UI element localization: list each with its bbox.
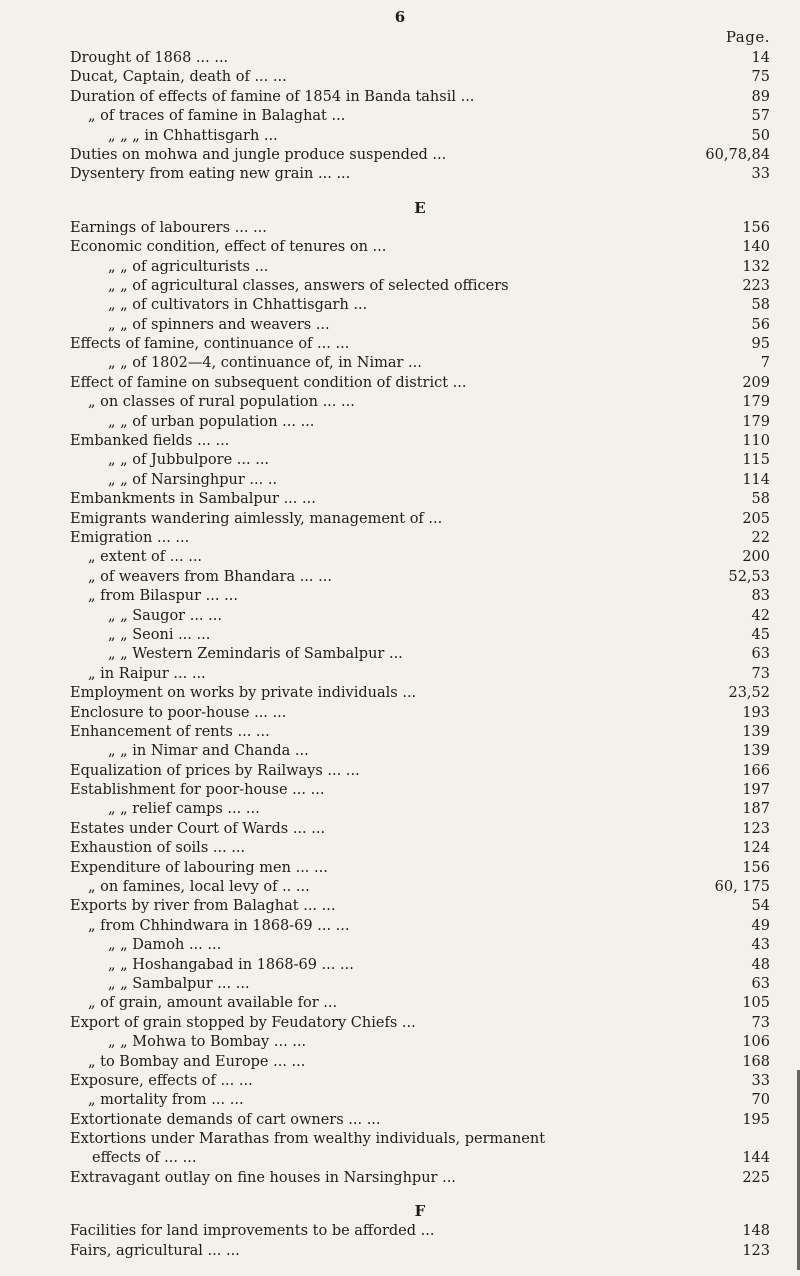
index-entry-text: Dysentery from eating new grain ... ... (70, 166, 351, 183)
index-entry-text: Extortions under Marathas from wealthy individuals, permanent (70, 1131, 546, 1148)
index-entry-text: „ of grain, amount available for ... (88, 995, 338, 1012)
index-entry-text: Fairs, agricultural ... ... (70, 1242, 240, 1259)
index-entry (70, 472, 770, 491)
index-entry (70, 1170, 770, 1189)
index-entry (70, 724, 770, 743)
index-entry (70, 608, 770, 627)
index-entry-text: „ in Raipur ... ... (88, 665, 206, 682)
index-entry-page: 14 (751, 50, 770, 66)
index-entry-text: „ „ Sambalpur ... ... (108, 975, 250, 992)
index-entry-page: 33 (751, 166, 770, 183)
index-entry-page: 56 (751, 316, 770, 333)
index-entry-text: Ducat, Captain, death of ... ... (70, 69, 287, 86)
index-entry-page: 89 (751, 88, 770, 105)
index-entry-text: Embankments in Sambalpur ... ... (70, 491, 316, 508)
index-entry-text: Employment on works by private individuals ... (70, 685, 417, 702)
index-entry (70, 918, 770, 937)
page-number: 6 (394, 8, 406, 26)
index-entry-text: Emigrants wandering aimlessly, management of ... (70, 510, 443, 527)
index-entry-text: „ „ of cultivators in Chhattisgarh ... (108, 297, 368, 314)
index-entry (70, 995, 770, 1014)
index-entry-text: „ „ „ in Chhattisgarh ... (108, 127, 278, 144)
index-entry-text: Establishment for poor-house ... ... (70, 782, 325, 799)
index-entry (70, 801, 770, 820)
index-entry (70, 414, 770, 433)
index-entry-text: Extortionate demands of cart owners ... ... (70, 1111, 381, 1128)
index-entry-page: 106 (742, 1034, 770, 1051)
index-entry-text: Export of grain stopped by Feudatory Chiefs ... (70, 1014, 416, 1031)
index-entry-page: 123 (742, 820, 770, 837)
index-entry-page: 63 (751, 975, 770, 992)
index-entry-text: „ „ Western Zemindaris of Sambalpur ... (108, 646, 403, 663)
index-entry (70, 1131, 770, 1150)
index-entry (70, 297, 770, 316)
index-entry (70, 491, 770, 510)
index-entry (70, 394, 770, 413)
page-column-header: Page. (725, 28, 770, 46)
index-entry (70, 705, 770, 724)
index-entry-page: 22 (751, 529, 770, 546)
index-entry (70, 569, 770, 588)
index-entry (70, 128, 770, 147)
index-entry-text: „ „ of spinners and weavers ... (108, 316, 330, 333)
index-entry-page: 58 (751, 491, 770, 508)
index-entry (70, 1073, 770, 1092)
index-entry-text: „ to Bombay and Europe ... ... (88, 1053, 306, 1070)
index-entry (70, 898, 770, 917)
index-entry (70, 166, 770, 185)
index-entry-text: Effects of famine, continuance of ... ... (70, 336, 350, 353)
index-entry-text: Earnings of labourers ... ... (70, 219, 267, 236)
index-entry-text: Expenditure of labouring men ... ... (70, 859, 328, 876)
index-entry-text: Extravagant outlay on fine houses in Narsinghpur ... (70, 1169, 456, 1186)
index-entry-page: 114 (742, 471, 770, 488)
index-entry (70, 743, 770, 762)
index-entry-text: „ from Chhindwara in 1868-69 ... ... (88, 917, 350, 934)
index-entry-page: 110 (742, 433, 770, 450)
index-entry (70, 1092, 770, 1111)
index-entry (70, 821, 770, 840)
index-entry (70, 259, 770, 278)
index-entry-page: 60,78,84 (705, 146, 770, 163)
index-entry (70, 879, 770, 898)
index-entry-page: 48 (751, 956, 770, 973)
index-entry-text: Drought of 1868 ... ... (70, 50, 229, 66)
index-entry-page: 73 (751, 665, 770, 682)
index-entry-page: 43 (751, 937, 770, 954)
index-entry-text: „ „ of 1802—4, continuance of, in Nimar ... (108, 355, 422, 372)
index-entry-page: 139 (742, 743, 770, 760)
index-entry-page: 83 (751, 588, 770, 605)
index-entry (70, 1034, 770, 1053)
index-entry-page: 60, 175 (714, 879, 770, 896)
index-entry-text: „ „ Mohwa to Bombay ... ... (108, 1034, 307, 1051)
index-entry (70, 588, 770, 607)
index-entry-text: Facilities for land improvements to be afforded ... (70, 1223, 435, 1240)
index-entry-page: 75 (751, 69, 770, 86)
index-entry-text: „ „ Seoni ... ... (108, 626, 211, 643)
index-entry (70, 530, 770, 549)
index-entry-page: 105 (742, 995, 770, 1012)
index-entry-text: Duties on mohwa and jungle produce suspended ... (70, 146, 447, 163)
index-entry-text: Emigration ... ... (70, 529, 190, 546)
index-entry-text: Exposure, effects of ... ... (70, 1072, 253, 1089)
index-entry (70, 108, 770, 127)
index-entry-text: Economic condition, effect of tenures on ... (70, 239, 387, 256)
index-entry-page: 205 (742, 510, 770, 527)
index-entry (70, 239, 770, 258)
index-entry (70, 50, 770, 69)
index-entry-text: „ of traces of famine in Balaghat ... (88, 108, 346, 125)
index-entry-page: 57 (751, 108, 770, 125)
index-entry (70, 220, 770, 239)
section-letter: F (414, 1202, 426, 1221)
index-entry (70, 937, 770, 956)
index-entry (70, 666, 770, 685)
index-entry (70, 685, 770, 704)
index-entry (70, 89, 770, 108)
index-entry (70, 1054, 770, 1073)
index-entry-page: 7 (760, 355, 770, 372)
index-entry-page: 58 (751, 297, 770, 314)
index-entry-page: 187 (742, 801, 770, 818)
index-entry-text: „ of weavers from Bhandara ... ... (88, 568, 332, 585)
index-entry-page: 156 (742, 859, 770, 876)
index-entry-text: Enhancement of rents ... ... (70, 723, 270, 740)
index-entry-text: „ „ of urban population ... ... (108, 413, 315, 430)
index-entry-page: 23,52 (728, 685, 770, 702)
index-entry (70, 957, 770, 976)
index-entry (70, 1243, 770, 1262)
index-entry-page: 124 (742, 840, 770, 857)
index-entry-page: 200 (742, 549, 770, 566)
index-entry-page: 95 (751, 336, 770, 353)
index-entry-text: „ „ Hoshangabad in 1868-69 ... ... (108, 956, 354, 973)
index-entry (70, 627, 770, 646)
index-entry-page: 52,53 (728, 568, 770, 585)
section-letter: E (414, 198, 426, 217)
index-entry (70, 278, 770, 297)
index-entry-text: „ „ of Jubbulpore ... ... (108, 452, 270, 469)
index-entry-text: Embanked fields ... ... (70, 433, 230, 450)
index-entry-text: „ on classes of rural population ... ... (88, 394, 355, 411)
index-entry-page: 140 (742, 239, 770, 256)
index-entry-text: effects of ... ... (92, 1150, 197, 1167)
index-entry (70, 1112, 770, 1131)
index-entry-text: „ „ of agricultural classes, answers of selected officers (108, 277, 509, 294)
index-entry (70, 840, 770, 859)
index-entry (70, 433, 770, 452)
index-entry-page: 115 (742, 452, 770, 469)
index-entry-text: Estates under Court of Wards ... ... (70, 820, 326, 837)
index-entry-page: 179 (742, 394, 770, 411)
index-entry-text: „ extent of ... ... (88, 549, 203, 566)
index-entry (70, 511, 770, 530)
index-entry (70, 1223, 770, 1242)
index-entry-page: 70 (751, 1092, 770, 1109)
index-entry-text: Effect of famine on subsequent condition of district ... (70, 374, 467, 391)
index-entry (70, 1150, 770, 1169)
index-entry-text: „ on famines, local levy of .. ... (88, 879, 310, 896)
index-entry (70, 69, 770, 88)
index-entry-text: „ from Bilaspur ... ... (88, 588, 238, 605)
index-entry-page: 132 (742, 258, 770, 275)
index-entry-page: 223 (742, 277, 770, 294)
index-body (70, 50, 770, 1262)
index-entry-page: 54 (751, 898, 770, 915)
index-entry-text: Exhaustion of soils ... ... (70, 840, 246, 857)
index-entry (70, 860, 770, 879)
index-entry (70, 976, 770, 995)
index-entry (70, 782, 770, 801)
index-entry-page: 42 (751, 607, 770, 624)
index-entry-page: 166 (742, 762, 770, 779)
index-entry-text: „ mortality from ... ... (88, 1092, 244, 1109)
index-entry-page: 139 (742, 723, 770, 740)
index-entry-page: 63 (751, 646, 770, 663)
index-entry (70, 317, 770, 336)
index-entry (70, 763, 770, 782)
index-entry (70, 452, 770, 471)
index-entry-page: 144 (742, 1150, 770, 1167)
index-entry-text: „ „ of agriculturists ... (108, 258, 269, 275)
index-entry-page: 50 (751, 127, 770, 144)
index-entry-page: 73 (751, 1014, 770, 1031)
index-entry-text: „ „ Damoh ... ... (108, 937, 222, 954)
index-entry-page: 179 (742, 413, 770, 430)
index-entry (70, 375, 770, 394)
index-entry-page: 225 (742, 1169, 770, 1186)
index-entry (70, 336, 770, 355)
index-entry (70, 549, 770, 568)
index-entry-text: „ „ relief camps ... ... (108, 801, 260, 818)
index-entry-page: 156 (742, 219, 770, 236)
index-entry-page: 197 (742, 782, 770, 799)
index-entry-text: „ „ Saugor ... ... (108, 607, 222, 624)
index-entry-page: 33 (751, 1072, 770, 1089)
index-entry-page: 195 (742, 1111, 770, 1128)
index-entry (70, 147, 770, 166)
index-entry-page: 49 (751, 917, 770, 934)
index-entry-text: „ „ in Nimar and Chanda ... (108, 743, 309, 760)
index-entry-text: Duration of effects of famine of 1854 in Banda tahsil ... (70, 88, 475, 105)
index-entry (70, 646, 770, 665)
index-entry-page: 193 (742, 704, 770, 721)
index-entry-text: Exports by river from Balaghat ... ... (70, 898, 336, 915)
index-entry-page: 45 (751, 626, 770, 643)
index-entry-page: 209 (742, 374, 770, 391)
index-entry-text: Equalization of prices by Railways ... ... (70, 762, 360, 779)
index-entry (70, 355, 770, 374)
index-entry-text: „ „ of Narsinghpur ... .. (108, 471, 278, 488)
index-entry-page: 168 (742, 1053, 770, 1070)
index-entry (70, 1015, 770, 1034)
index-entry-page: 123 (742, 1242, 770, 1259)
index-entry-page: 148 (742, 1223, 770, 1240)
index-entry-text: Enclosure to poor-house ... ... (70, 704, 287, 721)
